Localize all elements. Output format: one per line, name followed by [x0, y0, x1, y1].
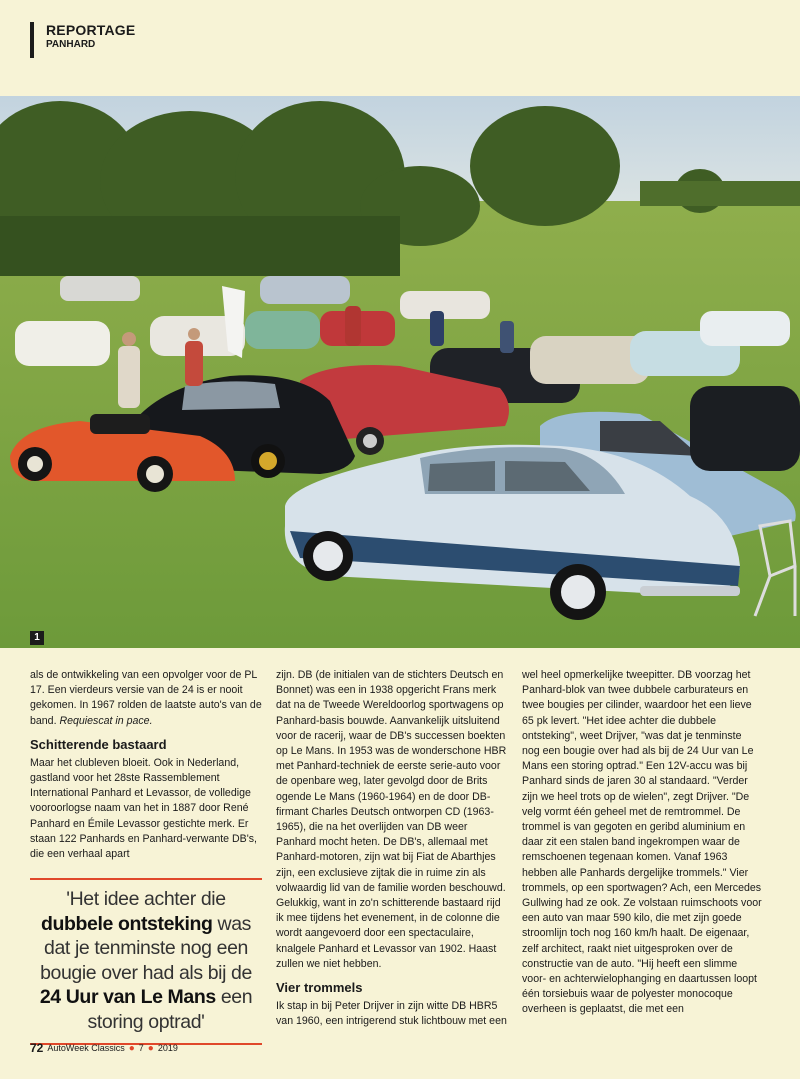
- pull-quote: 'Het idee achter die dubbele ontsteking was dat je tenminste nog een bougie over had als bij de 24 Uur van Le Mans een storing optrad': [30, 878, 262, 1045]
- magazine-name: AutoWeek Classics: [47, 1043, 125, 1053]
- paragraph: wel heel opmerkelijke tweepitter. DB voorzag het Panhard-blok van twee dubbele carburateurs en twee bougies per cilinder, waardoor het een lieve 65 pk levert. "Het idee achter die dubbele ontsteking", weet Drijver, "was dat je tenminste nog een bougie over had als bij de 24 Uur van Le Mans een storing optrad." Een 12V-accu was bij Panhard sinds de jaren 30 al standaard. "Verder zijn we heel trots op de wielen", zegt Drijver. "De velg vormt één geheel met de remtrommel. De trommel is van gegoten en geribd aluminium en daar zit een stalen band ingekrompen waar de remschoenen tegenaan komen. Vanaf 1963 hebben alle Panhards dergelijke trommels." Vier trommels, op een sportwagen? Ach, een Mercedes Gullwing had ze ook. Ze volstaan ruimschoots voor een auto van maar 590 kilo, die met zijn goede stroomlijn toch nog 160 km/h haalt. De eigenaar, zelf architect, raakt niet uitgesproken over de constructie van de auto. "Hij heeft een slimme voor- en achterwielophanging en daartussen loopt één torsiebuis waar de polyester monocoque overheen is geplaatst, die met een: [522, 669, 762, 1016]
- page-footer: [30, 1041, 178, 1055]
- paragraph: zijn. DB (de initialen van de stichters Deutsch en Bonnet) was een in 1938 opgericht Frans merk dat na de Tweede Wereldoorlog sportwagens op Panhard-basis bouwde. Aanvankelijk uitsluitend voor de racerij, waar de DB's successen boekten op Le Mans. In 1953 was de wonderschone HBR met Panhard-techniek de eerste serie-auto voor de openbare weg, later gevolgd door de Brits ogende Le Mans (1960-1964) en de door DB-firmant Charles Deutsch ontworpen CD (1963-1965), die na het overlijden van DB weer Panhard mocht heten. De DB's, allemaal met Panhard-motoren, zijn wat bij Fiat de Abarthjes zijn, een exclusieve zijtak die in ruime zin als volwaardig lid van de familie worden beschouwd. Gelukkig, want in zo'n schitterende bastaard rijd ik mee tijdens het evenement, in de colonne die wordt aangevoerd door een spectaculaire, knalgele Panhard et Levassor van 1902. Haast zullen we niet hebben.: [276, 669, 507, 970]
- page-number: 72: [30, 1041, 44, 1055]
- text-column-1: [30, 668, 262, 862]
- text-column-2: [276, 668, 508, 1029]
- black-sedan-right: [690, 386, 800, 471]
- subheading: Vier trommels: [276, 980, 363, 996]
- issue-number: 7: [138, 1043, 144, 1053]
- latin-phrase: Requiescat in pace.: [59, 714, 153, 727]
- section-kicker: REPORTAGE: [46, 22, 136, 38]
- year: 2019: [157, 1043, 178, 1053]
- subheading: Schitterende bastaard: [30, 736, 167, 752]
- photo-number: 1: [30, 631, 44, 645]
- paragraph: Maar het clubleven bloeit. Ook in Nederland, gastland voor het 28ste Rassemblement International Panhard et Levassor, de volledige vooroorlogse naam van het in 1887 door René Panhard en Émile Levassor gestichte merk. Er staan 122 Panhards en Panhard-verwante DB's, die een verhaal apart: [30, 756, 257, 861]
- separator-dot: ●: [128, 1042, 135, 1054]
- paragraph: Ik stap in bij Peter Drijver in zijn witte DB HBR5 van 1960, een intrigerend stuk lichtbouw met een: [276, 1000, 507, 1028]
- section-header: [30, 22, 135, 58]
- hero-photo: [0, 96, 800, 648]
- paragraph: als de ontwikkeling van een opvolger voor de PL 17. Een vierdeurs versie van de 24 is er nooit gekomen. In 1967 rolden de laatste auto's van de band. Requiescat in pace.: [30, 669, 262, 727]
- section-subtitle: PANHARD: [46, 39, 96, 50]
- car-meeting-illustration: [0, 96, 800, 648]
- separator-dot: ●: [147, 1042, 154, 1054]
- text-column-3: [522, 668, 762, 1018]
